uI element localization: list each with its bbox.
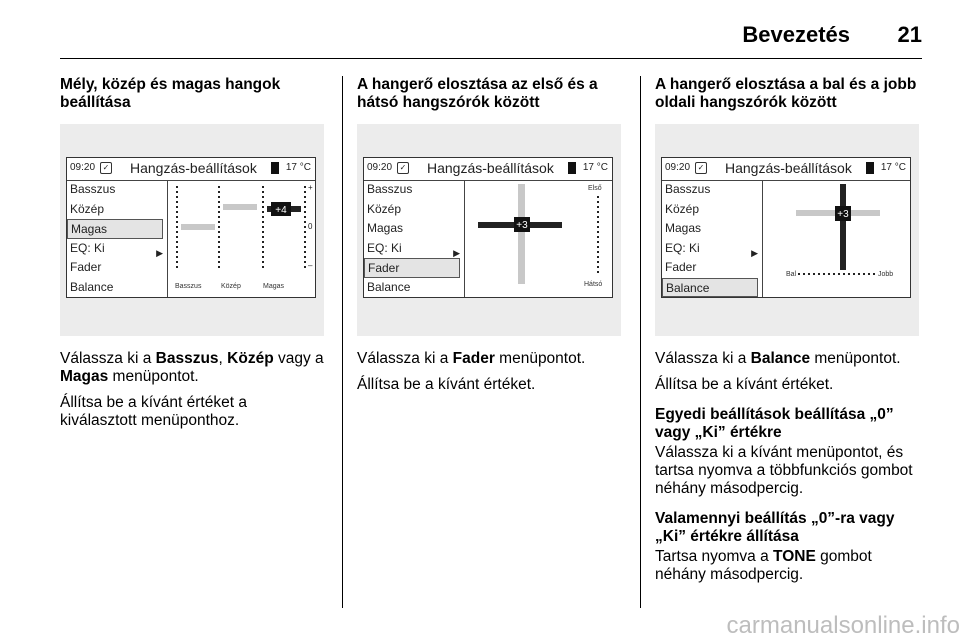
display-screen <box>661 157 911 298</box>
menu-item-kozep: Közép <box>70 201 105 216</box>
text-run: vagy a <box>273 350 324 367</box>
text-run: Válassza ki a <box>655 350 751 367</box>
menu-item-kozep: Közép <box>367 201 402 216</box>
screen-clock: 09:20 <box>665 162 691 173</box>
menu-item-balance: Balance <box>662 278 758 298</box>
menu-item-basszus: Basszus <box>665 182 711 196</box>
fader-vertical-bar <box>518 184 525 284</box>
menu-item-fader: Fader <box>364 258 460 278</box>
menu-item-balance: Balance <box>70 279 114 294</box>
button-term: TONE <box>773 548 816 565</box>
check-icon: ✓ <box>397 162 409 174</box>
screen-status-bar <box>364 158 612 181</box>
fader-label-rear: Hátsó <box>584 281 603 288</box>
display-screen <box>66 157 316 298</box>
reset-all-text <box>655 548 921 584</box>
phone-icon <box>568 162 576 174</box>
menu-item-eq <box>67 239 167 259</box>
section-body <box>357 350 623 394</box>
text-run: Tartsa nyomva a <box>655 548 774 565</box>
menu-item-balance: Balance <box>367 279 411 294</box>
eq-label-treble: Magas <box>263 283 285 290</box>
screen-temperature: 17 °C <box>582 162 608 173</box>
screen-status-bar <box>67 158 315 181</box>
arrow-right-icon: ▶ <box>453 247 460 258</box>
screen-clock: 09:20 <box>70 162 96 173</box>
balance-label-right: Jobb <box>878 271 894 278</box>
fader-svg <box>464 180 611 297</box>
section-heading: Mély, közép és magas hangok beállítása <box>60 76 281 111</box>
text-run: , <box>218 350 228 367</box>
balance-graphic <box>762 180 910 297</box>
eq-label-mid: Közép <box>221 283 241 290</box>
subheading-reset-all: Valamennyi beállítás „0”-ra vagy „Ki” értékre állítása <box>655 510 895 545</box>
text-run: menüpontot. <box>494 350 586 367</box>
eq-bar-bass <box>181 224 215 230</box>
screen-temperature: 17 °C <box>880 162 906 173</box>
screen-figure <box>357 124 621 336</box>
screen-clock: 09:20 <box>367 162 393 173</box>
screen-menu <box>364 180 465 297</box>
menu-item-eq-label: EQ: Ki <box>665 240 700 255</box>
menu-term: Fader <box>452 350 495 367</box>
text-run: Válassza ki a <box>60 350 156 367</box>
instruction-2: Állítsa be a kívánt értéket a kiválasztott menüponthoz. <box>60 394 247 429</box>
reset-single-text: Válassza ki a kívánt menüpontot, és tartsa nyomva a többfunkciós gombot néhány másodpercig. <box>655 444 913 497</box>
menu-term: Közép <box>227 350 274 367</box>
instruction-1 <box>655 350 921 368</box>
chapter-title: Bevezetés <box>742 22 850 47</box>
phone-icon <box>866 162 874 174</box>
eq-scale-bottom: – <box>308 261 313 270</box>
fader-graphic <box>464 180 612 297</box>
balance-value-label: +3 <box>837 209 849 220</box>
check-icon: ✓ <box>695 162 707 174</box>
balance-svg <box>762 180 909 297</box>
menu-item-kozep: Közép <box>665 201 700 216</box>
check-icon: ✓ <box>100 162 112 174</box>
balance-vertical-bar <box>840 184 846 270</box>
screen-title: Hangzás-beállítások <box>130 160 257 176</box>
section-bass-mid-treble <box>60 76 326 438</box>
eq-scale-mid-label: 0 <box>308 222 313 231</box>
screen-menu <box>67 180 168 297</box>
menu-term: Basszus <box>155 350 219 367</box>
menu-item-eq <box>662 239 762 259</box>
page-number: 21 <box>897 22 922 47</box>
menu-item-eq <box>364 239 464 259</box>
screen-temperature: 17 °C <box>285 162 311 173</box>
eq-scale-top: + <box>308 183 313 192</box>
menu-item-magas: Magas <box>665 221 702 235</box>
fader-label-front: Első <box>588 185 602 192</box>
fader-value-label: +3 <box>516 220 528 231</box>
screen-title: Hangzás-beállítások <box>725 160 852 176</box>
menu-term: Magas <box>60 368 109 385</box>
section-body <box>60 350 326 430</box>
screen-status-bar <box>662 158 910 181</box>
column-divider <box>640 76 641 608</box>
menu-item-basszus: Basszus <box>367 182 413 196</box>
instruction-1 <box>357 350 623 368</box>
page-header <box>60 18 922 59</box>
section-body <box>655 350 921 584</box>
menu-item-basszus: Basszus <box>70 182 116 196</box>
eq-label-bass: Basszus <box>175 283 202 290</box>
eq-bar-mid <box>223 204 257 210</box>
text-run: Válassza ki a <box>357 350 453 367</box>
section-heading: A hangerő elosztása az első és a hátsó hangszórók között <box>357 76 598 111</box>
menu-item-magas: Magas <box>367 221 404 235</box>
section-heading: A hangerő elosztása a bal és a jobb oldali hangszórók között <box>655 76 917 111</box>
menu-item-eq-label: EQ: Ki <box>367 240 402 255</box>
screen-figure <box>60 124 324 336</box>
menu-item-magas: Magas <box>67 219 163 239</box>
display-screen <box>363 157 613 298</box>
menu-item-eq-label: EQ: Ki <box>70 240 105 255</box>
text-run: gombot néhány másodpercig. <box>655 548 872 583</box>
section-balance <box>655 76 921 592</box>
section-fader <box>357 76 623 402</box>
eq-graphic <box>167 180 315 297</box>
eq-value-label: +4 <box>275 205 287 216</box>
arrow-right-icon: ▶ <box>156 247 163 258</box>
screen-menu <box>662 180 763 297</box>
menu-item-fader: Fader <box>665 260 697 274</box>
column-divider <box>342 76 343 608</box>
balance-label-left: Bal <box>786 271 797 278</box>
menu-item-fader: Fader <box>70 260 102 274</box>
screen-title: Hangzás-beállítások <box>427 160 554 176</box>
subheading-reset-single: Egyedi beállítások beállítása „0” vagy „Ki” értékre <box>655 406 894 441</box>
screen-figure <box>655 124 919 336</box>
arrow-right-icon: ▶ <box>751 247 758 258</box>
instruction-2: Állítsa be a kívánt értéket. <box>357 376 536 393</box>
instruction-1 <box>60 350 326 386</box>
watermark: carmanualsonline.info <box>726 612 960 639</box>
eq-svg <box>167 180 314 297</box>
instruction-2: Állítsa be a kívánt értéket. <box>655 376 834 393</box>
menu-term: Balance <box>750 350 811 367</box>
phone-icon <box>271 162 279 174</box>
text-run: menüpontot. <box>810 350 901 367</box>
text-run: menüpontot. <box>108 368 199 385</box>
